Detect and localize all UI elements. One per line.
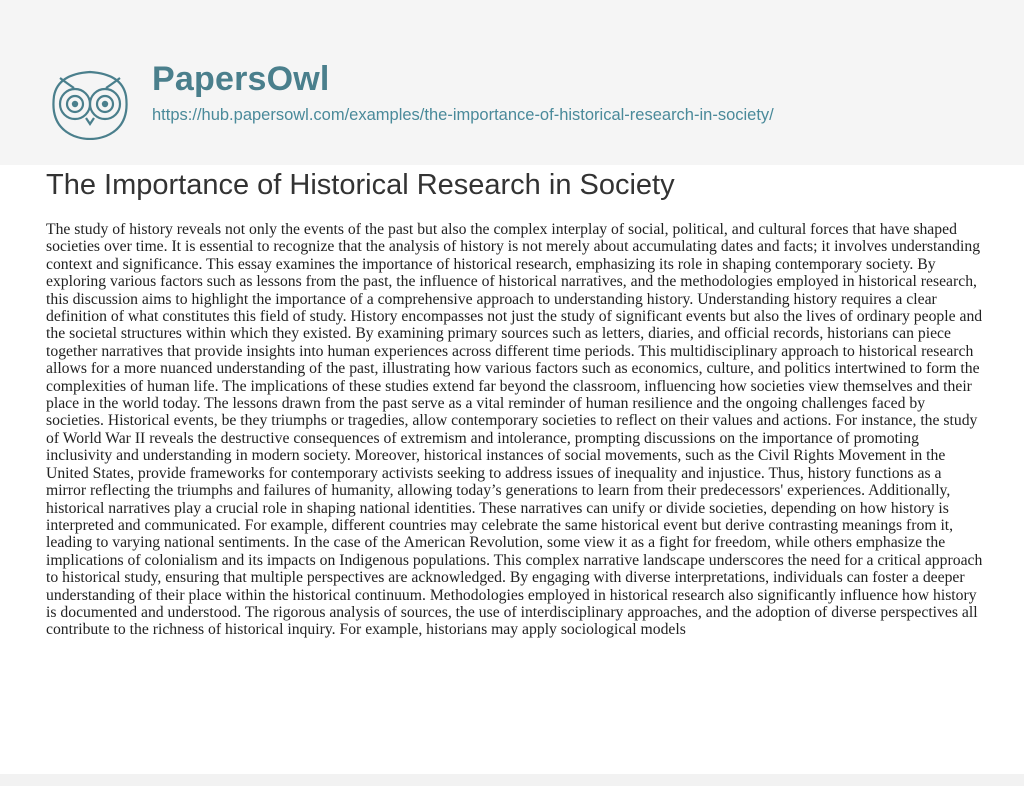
brand-name: PapersOwl — [152, 60, 330, 98]
footer-band — [0, 774, 1024, 786]
owl-logo-icon — [46, 66, 134, 140]
essay-title: The Importance of Historical Research in Society — [46, 169, 675, 201]
source-url-link[interactable]: https://hub.papersowl.com/examples/the-importance-of-historical-research-in-society/ — [152, 106, 774, 124]
essay-body: The study of history reveals not only the events of the past but also the complex interplay of social, political, and cultural forces that have shaped societies over time. It is essential to recognize that the analysis of history is not merely about accumulating dates and facts; it involves understanding context and significance. This essay examines the importance of historical research, emphasizing its role in shaping contemporary society. By exploring various factors such as lessons from the past, the influence of historical narratives, and the methodologies employed in historical research, this discussion aims to highlight the importance of a comprehensive approach to understanding history. Understanding history requires a clear definition of what constitutes this field of study. History encompasses not just the study of significant events but also the lives of ordinary people and the societal structures within which they existed. By examining primary sources such as letters, diaries, and official records, historians can piece together narratives that provide insights into human experiences across different time periods. This multidisciplinary approach to historical research allows for a more nuanced understanding of the past, illustrating how various factors such as economics, culture, and politics intertwined to form the complexities of human life. The implications of these studies extend far beyond the classroom, influencing how societies view themselves and their place in the world today. The lessons drawn from the past serve as a vital reminder of human resilience and the ongoing challenges faced by societies. Historical events, be they triumphs or tragedies, allow contemporary societies to reflect on their values and actions. For instance, the study of World War II reveals the destructive consequences of extremism and intolerance, prompting discussions on the importance of promoting inclusivity and understanding in modern society. Moreover, historical instances of social movements, such as the Civil Rights Movement in the United States, provide frameworks for contemporary activists seeking to address issues of inequality and injustice. Thus, history functions as a mirror reflecting the triumphs and failures of humanity, allowing today’s generations to learn from their predecessors' experiences. Additionally, historical narratives play a crucial role in shaping national identities. These narratives can unify or divide societies, depending on how history is interpreted and communicated. For example, different countries may celebrate the same historical event but derive contrasting meanings from it, leading to varying national sentiments. In the case of the American Revolution, some view it as a fight for freedom, while others emphasize the implications of colonialism and its impacts on Indigenous populations. This complex narrative landscape underscores the need for a critical approach to historical study, ensuring that multiple perspectives are acknowledged. By engaging with diverse interpretations, individuals can foster a deeper understanding of their place within the historical continuum. Methodologies employed in historical research also significantly influence how history is documented and understood. The rigorous analysis of sources, the use of interdisciplinary approaches, and the adoption of diverse perspectives all contribute to the richness of historical inquiry. For example, historians may apply sociological models — [46, 221, 983, 639]
